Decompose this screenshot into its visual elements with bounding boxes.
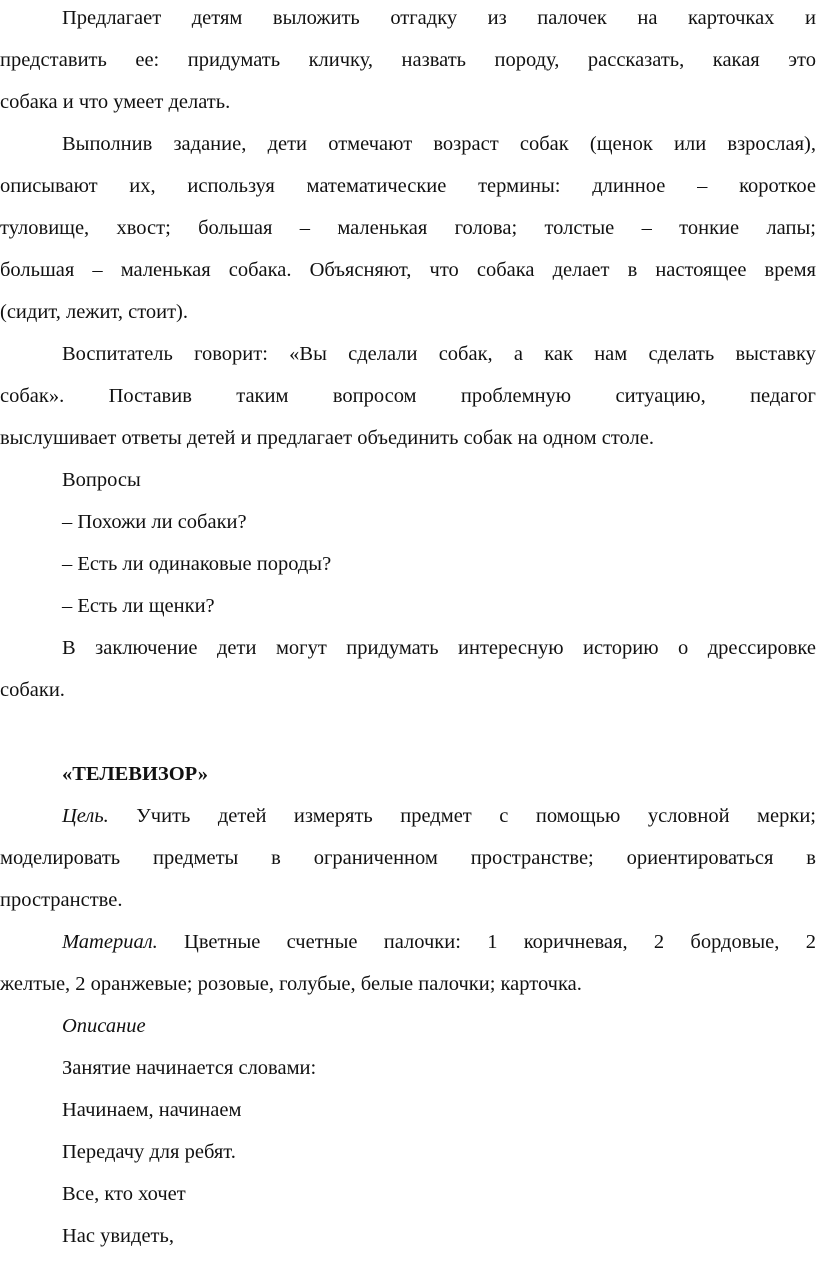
word: взрослая),: [727, 133, 816, 155]
word: в: [627, 259, 638, 281]
word: историю: [583, 637, 659, 659]
word: –: [92, 259, 103, 281]
word: бордовые,: [690, 931, 780, 953]
word: придумать: [187, 49, 281, 71]
word: используя: [187, 175, 275, 197]
word: дрессировке: [707, 637, 816, 659]
word: 2: [805, 931, 816, 953]
word: выложить: [272, 7, 360, 29]
word: условной: [647, 805, 730, 827]
word: палочки:: [383, 931, 461, 953]
word: термины:: [478, 175, 561, 197]
word: вопросом: [332, 385, 417, 407]
para1-line2: [0, 46, 816, 74]
word: отмечают: [328, 133, 413, 155]
word: представить: [0, 49, 107, 71]
word: какая: [712, 49, 760, 71]
word: дети: [217, 637, 257, 659]
word: 2: [653, 931, 665, 953]
word: голова;: [454, 217, 518, 239]
word: возраст: [433, 133, 499, 155]
para2-line1: [0, 130, 816, 158]
word: Поставив: [108, 385, 192, 407]
word: пространстве;: [470, 847, 594, 869]
poem-line2: Передачу для ребят.: [62, 1141, 236, 1163]
word: –: [641, 217, 652, 239]
para4-line1: [0, 634, 816, 662]
word: –: [299, 217, 310, 239]
word: собак: [519, 133, 569, 155]
material-label: Материал.: [62, 931, 158, 953]
material-line1: [0, 928, 816, 956]
word: описывают: [0, 175, 98, 197]
word: породу,: [494, 49, 560, 71]
para3-line3: выслушивает ответы детей и предлагает объединить собак на одном столе.: [0, 427, 654, 449]
word: Воспитатель: [62, 343, 173, 365]
description-line1: Занятие начинается словами:: [62, 1057, 317, 1079]
word: собак».: [0, 385, 65, 407]
section-title: «ТЕЛЕВИЗОР»: [62, 763, 208, 785]
word: сделали: [348, 343, 418, 365]
word: отгадку: [390, 7, 458, 29]
word: 1: [487, 931, 498, 953]
question-1: – Похожи ли собаки?: [62, 511, 247, 533]
word: делает: [552, 259, 610, 281]
word: нам: [594, 343, 628, 365]
word: на: [637, 7, 658, 29]
word: из: [487, 7, 507, 29]
word: о: [678, 637, 689, 659]
word: выставку: [735, 343, 816, 365]
word: задание,: [173, 133, 247, 155]
word: В: [62, 637, 76, 659]
para1-line1: [0, 4, 816, 32]
poem-line3: Все, кто хочет: [62, 1183, 186, 1205]
word: карточках: [687, 7, 775, 29]
goal-line1: [0, 802, 816, 830]
word: проблемную: [460, 385, 572, 407]
poem-line4: Нас увидеть,: [62, 1225, 174, 1247]
word: Выполнив: [62, 133, 153, 155]
word: интересную: [458, 637, 564, 659]
para4-line2: собаки.: [0, 679, 65, 701]
word: Цветные: [184, 931, 261, 953]
word: собака: [476, 259, 535, 281]
para2-line4: [0, 256, 816, 284]
word: собак,: [438, 343, 493, 365]
word: в: [806, 847, 816, 869]
word: в: [271, 847, 281, 869]
word: палочек: [537, 7, 607, 29]
para3-line2: [0, 382, 816, 410]
word: сделать: [648, 343, 715, 365]
word: счетные: [286, 931, 358, 953]
para3-line1: [0, 340, 816, 368]
word: туловище,: [0, 217, 90, 239]
word: рассказать,: [587, 49, 685, 71]
word: толстые: [544, 217, 615, 239]
word: таким: [236, 385, 289, 407]
word: –: [697, 175, 708, 197]
question-3: – Есть ли щенки?: [62, 595, 215, 617]
goal-line2: [0, 844, 816, 872]
word: маленькая: [120, 259, 211, 281]
word: а: [513, 343, 523, 365]
word: придумать: [346, 637, 439, 659]
para2-line5: (сидит, лежит, стоит).: [0, 301, 189, 323]
word: педагог: [750, 385, 816, 407]
word: измерять: [293, 805, 373, 827]
word: кличку,: [308, 49, 374, 71]
word: детей: [217, 805, 267, 827]
word: большая: [0, 259, 75, 281]
word: ее:: [135, 49, 160, 71]
word: что: [429, 259, 459, 281]
word: длинное: [592, 175, 666, 197]
word: мерки;: [757, 805, 816, 827]
poem-line1: Начинаем, начинаем: [62, 1099, 242, 1121]
word: ограниченном: [313, 847, 438, 869]
word: большая: [198, 217, 273, 239]
word: с: [499, 805, 509, 827]
word: заключение: [95, 637, 198, 659]
word: собака.: [228, 259, 292, 281]
word: могут: [275, 637, 327, 659]
word: (щенок: [589, 133, 653, 155]
word: настоящее: [655, 259, 747, 281]
word: это: [788, 49, 816, 71]
material-line2: желтые, 2 оранжевые; розовые, голубые, белые палочки; карточка.: [0, 973, 582, 995]
goal-label: Цель.: [62, 805, 109, 827]
questions-heading: Вопросы: [62, 469, 141, 491]
word: маленькая: [337, 217, 428, 239]
word: коричневая,: [523, 931, 628, 953]
word: ситуацию,: [615, 385, 706, 407]
word: предметы: [153, 847, 239, 869]
word: время: [764, 259, 816, 281]
word: Предлагает: [62, 7, 162, 29]
para1-line3: собака и что умеет делать.: [0, 91, 231, 113]
goal-line3: пространстве.: [0, 889, 123, 911]
word: хвост;: [116, 217, 171, 239]
word: предмет: [400, 805, 472, 827]
word: математические: [306, 175, 447, 197]
word: лапы;: [766, 217, 816, 239]
para2-line3: [0, 214, 816, 242]
word: говорит:: [194, 343, 268, 365]
description-label: Описание: [62, 1015, 146, 1037]
word: Учить: [136, 805, 191, 827]
question-2: – Есть ли одинаковые породы?: [62, 553, 332, 575]
word: назвать: [401, 49, 466, 71]
word: тонкие: [679, 217, 740, 239]
para2-line2: [0, 172, 816, 200]
word: как: [544, 343, 573, 365]
word: их,: [129, 175, 156, 197]
word: или: [674, 133, 707, 155]
word: короткое: [739, 175, 816, 197]
word: моделировать: [0, 847, 121, 869]
word: дети: [267, 133, 308, 155]
word: Объясняют,: [309, 259, 412, 281]
word: ориентироваться: [626, 847, 774, 869]
word: помощью: [535, 805, 621, 827]
word: детям: [191, 7, 243, 29]
word: «Вы: [289, 343, 327, 365]
word: и: [804, 7, 816, 29]
